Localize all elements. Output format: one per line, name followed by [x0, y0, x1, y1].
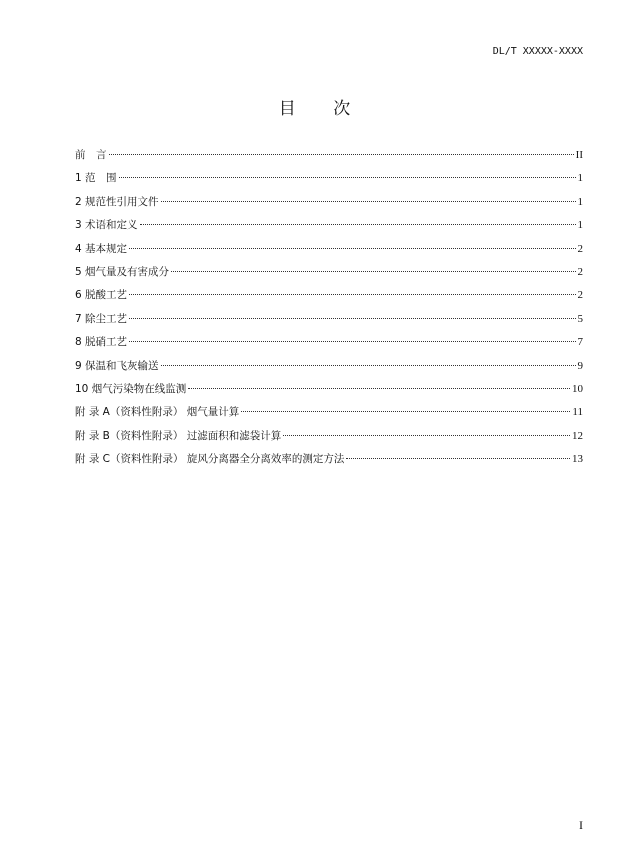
toc-dot-leader	[109, 153, 574, 155]
toc-list	[75, 146, 583, 473]
toc-entry-normative-references[interactable]	[75, 193, 583, 216]
toc-entry-label: 9 保温和飞灰输送	[75, 359, 159, 372]
toc-dot-leader	[129, 340, 575, 342]
toc-entry-preface[interactable]	[75, 146, 583, 169]
toc-dot-leader	[129, 317, 575, 319]
toc-entry-page: 2	[577, 289, 583, 302]
toc-entry-label: 2 规范性引用文件	[75, 195, 159, 208]
toc-entry-page: 11	[572, 406, 583, 419]
document-code: DL/T XXXXX-XXXX	[492, 46, 583, 57]
toc-entry-label: 附 录 C（资料性附录） 旋风分离器全分离效率的测定方法	[75, 453, 345, 466]
toc-entry-label: 10 烟气污染物在线监测	[75, 382, 187, 395]
toc-entry-page: 2	[577, 242, 583, 255]
toc-dot-leader	[161, 200, 576, 202]
toc-entry-page: 9	[577, 359, 583, 372]
toc-entry-online-monitoring[interactable]	[75, 380, 583, 403]
toc-entry-label: 5 烟气量及有害成分	[75, 265, 170, 278]
toc-dot-leader	[188, 387, 570, 389]
toc-entry-label: 6 脱酸工艺	[75, 289, 128, 302]
toc-entry-appendix-c[interactable]	[75, 450, 583, 473]
toc-entry-label: 1 范 围	[75, 172, 117, 185]
toc-entry-insulation-fly-ash[interactable]	[75, 357, 583, 380]
toc-entry-label: 3 术语和定义	[75, 219, 138, 232]
toc-entry-flue-gas[interactable]	[75, 263, 583, 286]
toc-entry-label: 前 言	[75, 149, 107, 161]
toc-entry-page: 5	[577, 312, 583, 325]
toc-title: 目 次	[278, 99, 367, 119]
toc-entry-page: 10	[572, 382, 583, 395]
toc-entry-dust-removal[interactable]	[75, 310, 583, 333]
toc-entry-terms-definitions[interactable]	[75, 216, 583, 239]
toc-dot-leader	[129, 293, 575, 295]
toc-entry-denitrification[interactable]	[75, 333, 583, 356]
toc-dot-leader	[241, 410, 570, 412]
toc-entry-page: 7	[577, 336, 583, 349]
toc-entry-scope[interactable]	[75, 169, 583, 192]
toc-entry-deacidification[interactable]	[75, 286, 583, 309]
toc-entry-label: 4 基本规定	[75, 242, 128, 255]
toc-entry-label: 8 脱硝工艺	[75, 336, 128, 349]
toc-dot-leader	[346, 457, 570, 459]
toc-entry-page: 12	[572, 429, 583, 442]
toc-entry-page: 2	[577, 265, 583, 278]
toc-entry-appendix-b[interactable]	[75, 427, 583, 450]
toc-entry-page: 1	[577, 219, 583, 232]
toc-entry-label: 附 录 B（资料性附录） 过滤面积和滤袋计算	[75, 429, 282, 442]
toc-dot-leader	[140, 223, 576, 225]
toc-dot-leader	[129, 247, 575, 249]
toc-dot-leader	[161, 364, 576, 366]
footer-page-number: I	[579, 818, 583, 832]
toc-dot-leader	[283, 434, 570, 436]
toc-entry-page: 1	[577, 172, 583, 185]
toc-entry-basic-provisions[interactable]	[75, 240, 583, 263]
toc-entry-page: 1	[577, 195, 583, 208]
toc-entry-label: 7 除尘工艺	[75, 312, 128, 325]
toc-entry-appendix-a[interactable]	[75, 403, 583, 426]
toc-dot-leader	[119, 176, 576, 178]
toc-dot-leader	[171, 270, 575, 272]
toc-entry-page: II	[575, 149, 583, 161]
toc-entry-label: 附 录 A（资料性附录） 烟气量计算	[75, 406, 240, 419]
toc-entry-page: 13	[572, 453, 583, 466]
